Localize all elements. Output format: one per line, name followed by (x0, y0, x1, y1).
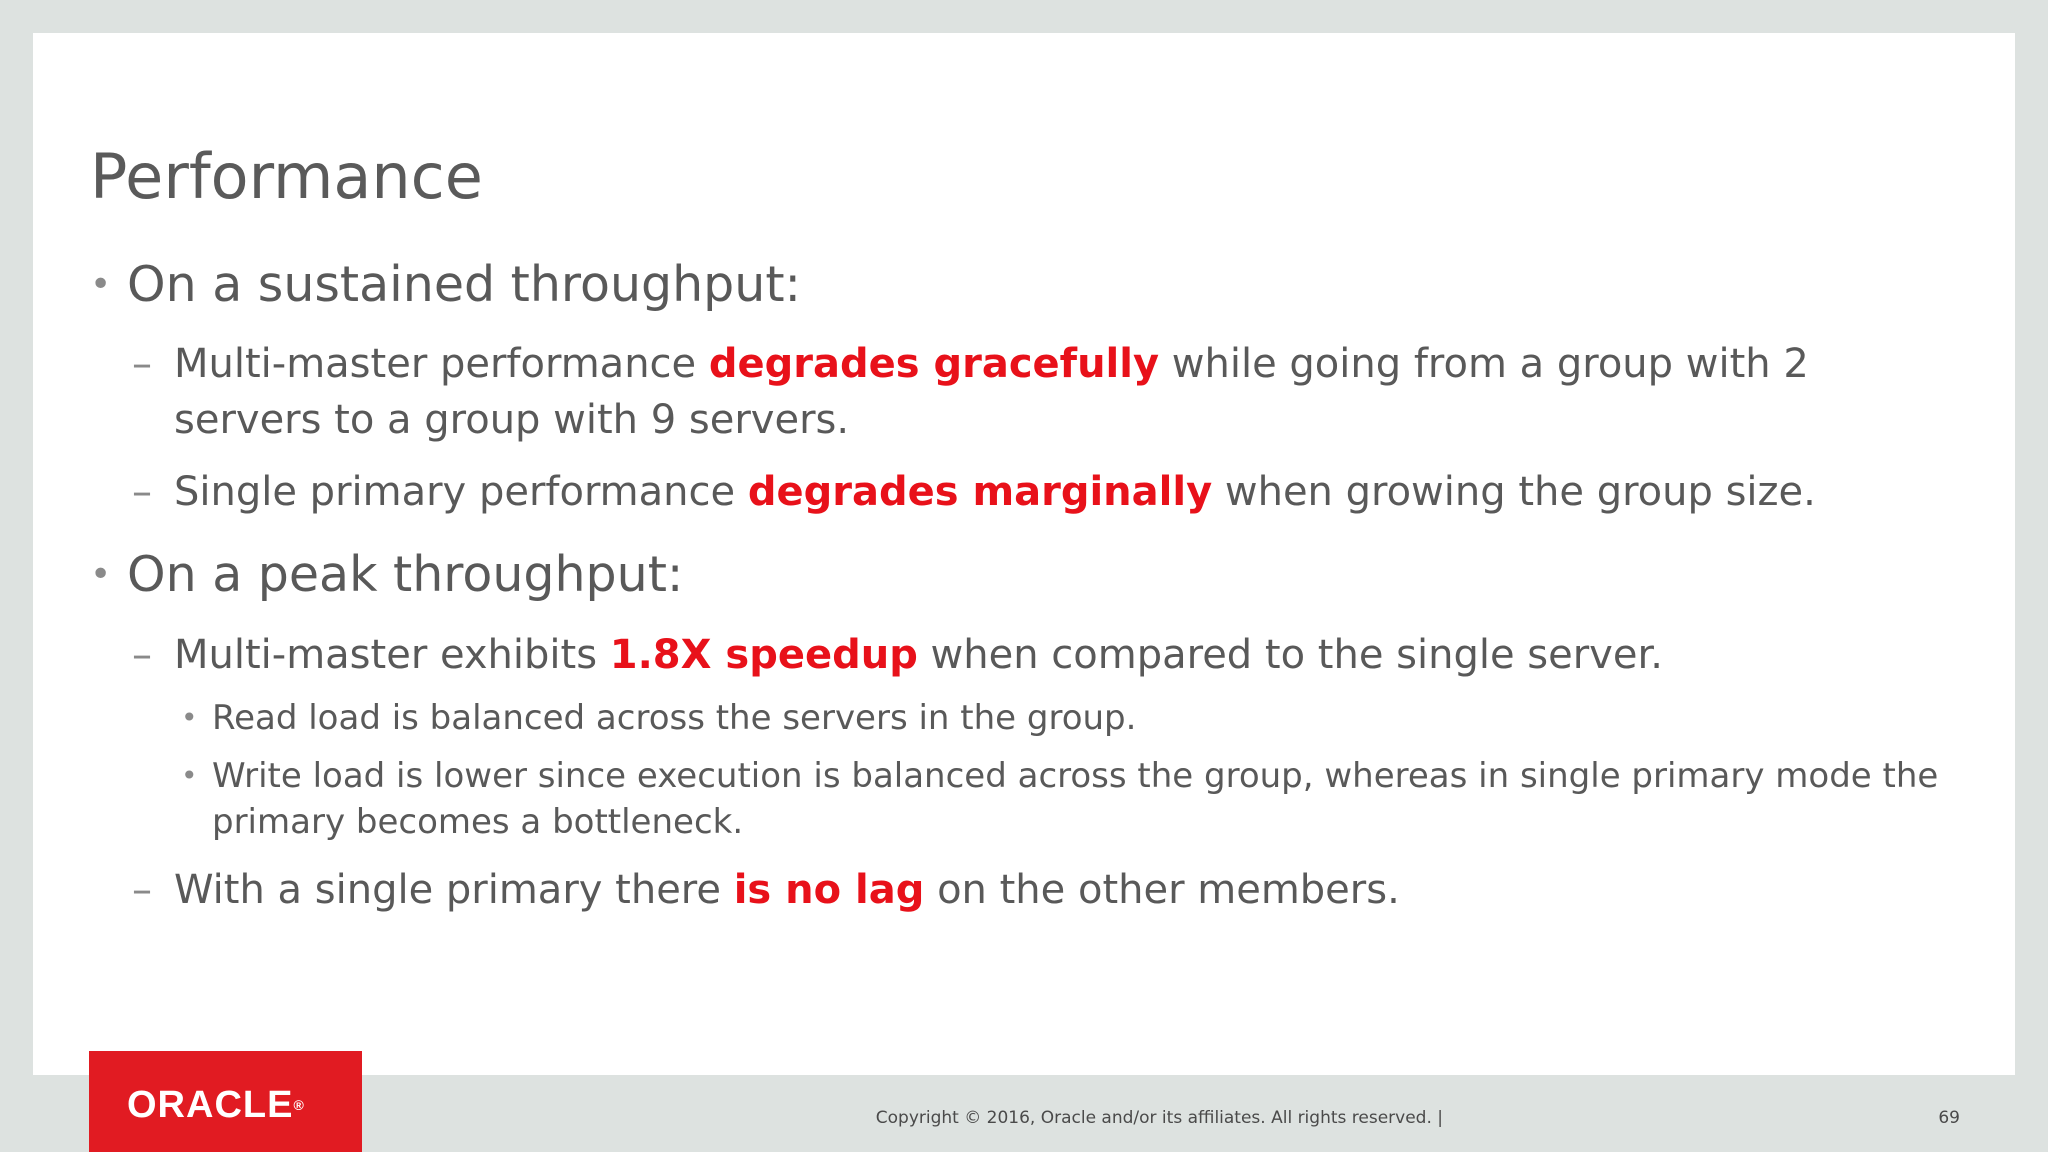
sub-sub-item-read-load: Read load is balanced across the servers in the group. (212, 698, 1137, 738)
sub-item-multimaster-peak (174, 627, 1663, 683)
text-segment: Single primary performance (174, 469, 748, 515)
bullet-marker: • (90, 554, 112, 595)
text-segment: With a single primary there (174, 867, 734, 913)
bullet-sustained-throughput: On a sustained throughput: (127, 256, 802, 313)
sub-item-single-primary-sustained (174, 464, 1816, 520)
dash-marker: – (132, 469, 152, 515)
text-segment: Multi-master performance (174, 341, 709, 387)
text-segment: when growing the group size. (1212, 469, 1816, 515)
text-segment: on the other members. (924, 867, 1400, 913)
bullet-marker: • (90, 264, 112, 305)
highlight-degrades-gracefully: degrades gracefully (708, 341, 1160, 387)
sub-bullet-marker: • (181, 759, 198, 792)
dash-marker: – (132, 341, 152, 387)
highlight-degrades-marginally: degrades marginally (747, 469, 1213, 515)
sub-item-no-lag (174, 862, 1400, 918)
sub-sub-item-write-load: Write load is lower since execution is balanced across the group, whereas in single primary mode the (212, 756, 1939, 796)
dash-marker: – (132, 867, 152, 913)
text-segment: Multi-master exhibits (174, 632, 610, 678)
highlight-no-lag: is no lag (733, 867, 925, 913)
oracle-logo-text: ORACLE (127, 1084, 294, 1126)
sub-item-multimaster-sustained-cont: servers to a group with 9 servers. (174, 397, 850, 443)
page-number: 69 (1938, 1108, 1960, 1128)
slide-title: Performance (90, 140, 483, 213)
oracle-logo (127, 1083, 304, 1127)
bullet-peak-throughput: On a peak throughput: (127, 546, 684, 603)
sub-bullet-marker: • (181, 701, 198, 734)
dash-marker: – (132, 632, 152, 678)
sub-item-multimaster-sustained (174, 336, 1809, 392)
copyright-notice: Copyright © 2016, Oracle and/or its affiliates. All rights reserved. | (875, 1108, 1443, 1128)
text-segment: while going from a group with 2 (1159, 341, 1809, 387)
highlight-speedup: 1.8X speedup (609, 632, 918, 678)
sub-sub-item-write-load-cont: primary becomes a bottleneck. (212, 802, 744, 842)
registered-mark: ® (293, 1097, 304, 1113)
text-segment: when compared to the single server. (917, 632, 1663, 678)
